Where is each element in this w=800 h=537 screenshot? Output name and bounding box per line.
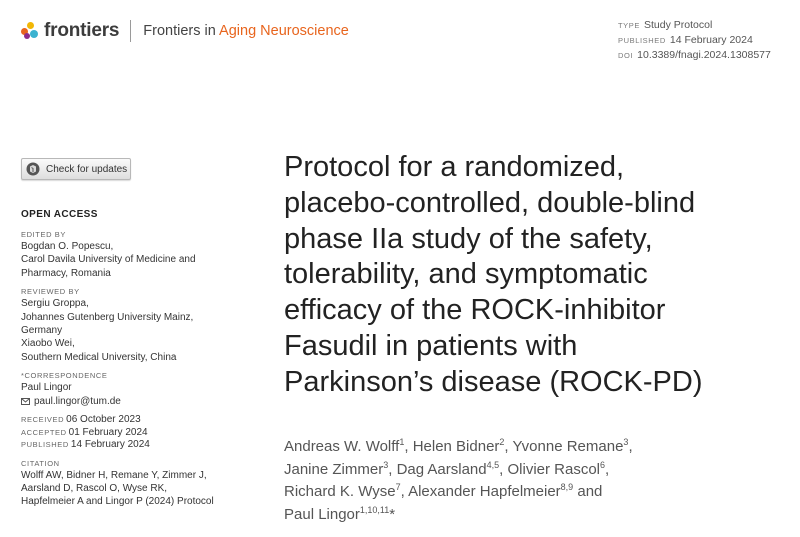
- author-affiliation: 1,10,11: [359, 504, 390, 515]
- title-line: Parkinson’s disease (ROCK-PD): [284, 365, 703, 398]
- author-affiliation: 8,9: [560, 482, 574, 492]
- edited-by-label: EDITED BY: [21, 230, 66, 239]
- author-line: [284, 459, 784, 482]
- citation-line: Hapfelmeier A and Lingor P (2024) Protocol: [21, 496, 214, 508]
- date-received-label: RECEIVED: [21, 415, 65, 425]
- date-published-label: PUBLISHED: [21, 440, 69, 450]
- author-affiliation: 2: [499, 437, 505, 447]
- author-name[interactable]: Olivier Rascol: [507, 460, 601, 478]
- author-separator: ,: [605, 460, 610, 478]
- dates-section: [21, 414, 251, 452]
- author-separator: ,: [499, 460, 508, 478]
- correspondence-label: *CORRESPONDENCE: [21, 371, 108, 381]
- date-accepted: [21, 427, 251, 440]
- author-name[interactable]: Paul Lingor: [284, 505, 360, 523]
- title-line: efficacy of the ROCK-inhibitor: [284, 294, 666, 327]
- author-separator: ,: [400, 483, 409, 500]
- edited-by-line: Carol Davila University of Medicine and: [21, 254, 196, 266]
- author-separator: ,: [504, 438, 513, 455]
- reviewed-by-label: REVIEWED BY: [21, 287, 80, 297]
- author-name[interactable]: Alexander Hapfelmeier: [408, 483, 561, 500]
- meta-type-value: Study Protocol: [644, 19, 713, 31]
- meta-type: [618, 18, 771, 33]
- author-separator: ,: [404, 438, 413, 455]
- citation-section: [21, 458, 251, 509]
- reviewed-by-line: Sergiu Groppa,: [21, 298, 89, 310]
- reviewed-by-line: Johannes Gutenberg University Mainz,: [21, 311, 194, 323]
- citation-line: Wolff AW, Bidner H, Remane Y, Zimmer J,: [21, 469, 207, 481]
- reviewed-by-line: Southern Medical University, China: [21, 351, 177, 363]
- envelope-icon: [21, 398, 30, 405]
- author-name[interactable]: Andreas W. Wolff: [284, 438, 400, 455]
- author-name[interactable]: Janine Zimmer: [284, 460, 384, 478]
- frontiers-logo[interactable]: [21, 20, 349, 42]
- author-affiliation: 3: [623, 437, 629, 447]
- citation-label: CITATION: [21, 458, 60, 468]
- author-affiliation: 1: [399, 437, 405, 447]
- title-line: tolerability, and symptomatic: [284, 258, 648, 291]
- meta-doi-value[interactable]: 10.3389/fnagi.2024.1308577: [637, 49, 771, 61]
- check-for-updates-button[interactable]: [21, 158, 131, 180]
- author-line: [284, 481, 784, 504]
- journal-title[interactable]: [143, 23, 349, 39]
- title-line: placebo-controlled, double-blind: [284, 186, 696, 219]
- edited-by-line: Pharmacy, Romania: [21, 267, 111, 279]
- author-affiliation: 3: [383, 459, 389, 470]
- reviewed-by-line: Germany: [21, 325, 63, 337]
- header-divider: [130, 20, 131, 42]
- author-name[interactable]: Helen Bidner: [412, 438, 500, 455]
- author-name[interactable]: Richard K. Wyse: [284, 483, 396, 500]
- correspondence-email[interactable]: paul.lingor@tum.de: [34, 395, 121, 407]
- frontiers-logo-icon: [21, 22, 39, 40]
- author-line: [284, 436, 784, 459]
- journal-name: Aging Neuroscience: [219, 23, 349, 39]
- title-line: Fasudil in patients with: [284, 329, 578, 362]
- author-separator: ,: [388, 460, 397, 478]
- edited-by-section: [21, 229, 251, 280]
- check-updates-icon: [26, 162, 40, 176]
- author-affiliation: 4,5: [486, 459, 500, 470]
- reviewed-by-section: [21, 286, 251, 364]
- citation-line: Aarsland D, Rascol O, Wyse RK,: [21, 482, 168, 494]
- date-published-value: 14 February 2024: [70, 439, 150, 451]
- correspondence-section: [21, 370, 251, 408]
- meta-published: [618, 33, 771, 48]
- author-separator: ,: [628, 438, 633, 455]
- author-affiliation: 6: [600, 459, 606, 470]
- meta-published-value: 14 February 2024: [669, 34, 753, 46]
- reviewed-by-line: Xiaobo Wei,: [21, 338, 75, 350]
- date-accepted-label: ACCEPTED: [21, 427, 67, 437]
- date-received-value: 06 October 2023: [66, 414, 141, 426]
- date-published: [21, 439, 251, 452]
- brand-name: frontiers: [44, 20, 120, 41]
- author-list: [284, 436, 784, 526]
- meta-type-label: TYPE: [618, 21, 640, 30]
- meta-doi: [618, 48, 771, 63]
- author-separator: and: [573, 483, 603, 500]
- meta-published-label: PUBLISHED: [618, 36, 666, 45]
- date-accepted-value: 01 February 2024: [68, 426, 148, 438]
- check-for-updates-label: Check for updates: [46, 163, 128, 175]
- title-line: Protocol for a randomized,: [284, 151, 625, 183]
- author-separator: *: [389, 505, 396, 523]
- edited-by-line: Bogdan O. Popescu,: [21, 241, 114, 252]
- article-meta: [618, 18, 771, 63]
- journal-prefix: Frontiers in: [143, 23, 216, 39]
- author-name[interactable]: Yvonne Remane: [512, 438, 624, 455]
- title-line: phase IIa study of the safety,: [284, 222, 653, 255]
- author-line: [284, 504, 784, 527]
- date-received: [21, 414, 251, 427]
- author-name[interactable]: Dag Aarsland: [396, 460, 487, 478]
- correspondence-name: Paul Lingor: [21, 382, 72, 394]
- meta-doi-label: DOI: [618, 51, 634, 60]
- article-title: [284, 150, 784, 401]
- author-affiliation: 7: [395, 482, 401, 492]
- open-access-label: OPEN ACCESS: [21, 209, 98, 220]
- article-sidebar: [21, 209, 251, 515]
- correspondence-email-row[interactable]: [21, 395, 251, 408]
